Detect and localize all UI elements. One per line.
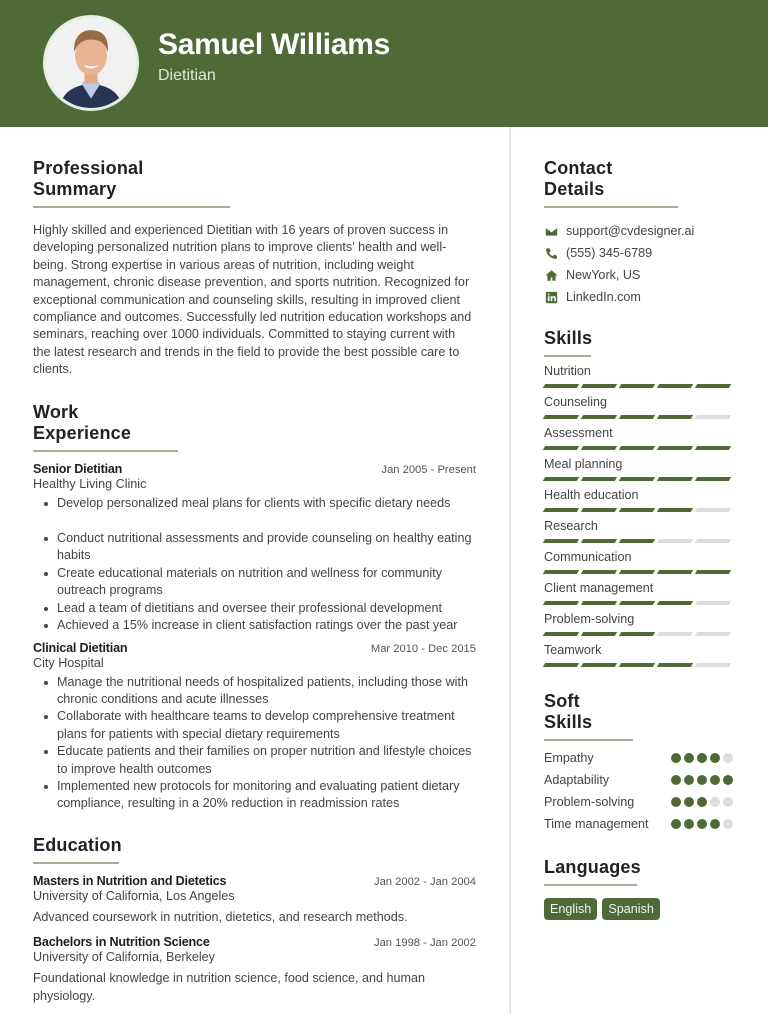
resume-header bbox=[0, 0, 768, 127]
envelope-icon bbox=[544, 224, 558, 238]
skill-rating-bar bbox=[544, 601, 734, 605]
rating-dot-icon bbox=[710, 797, 720, 807]
contact-phone-text: (555) 345-6789 bbox=[566, 246, 653, 260]
skill-rating-segment bbox=[657, 508, 693, 512]
soft-skill-label: Time management bbox=[544, 817, 649, 831]
job-entry bbox=[33, 462, 476, 635]
school-name: University of California, Los Angeles bbox=[33, 888, 235, 903]
skill-rating-segment bbox=[695, 415, 731, 419]
contact-section bbox=[544, 158, 734, 308]
soft-skills-list bbox=[544, 749, 734, 833]
soft-skill-item bbox=[544, 815, 734, 833]
rating-dot-icon bbox=[671, 797, 681, 807]
skill-rating-segment bbox=[657, 477, 693, 481]
skill-rating-segment bbox=[657, 446, 693, 450]
rating-dot-icon bbox=[723, 797, 733, 807]
skill-label: Nutrition bbox=[544, 364, 591, 378]
skill-rating-segment bbox=[619, 508, 655, 512]
skill-label: Meal planning bbox=[544, 457, 623, 471]
skill-rating-bar bbox=[544, 415, 734, 419]
home-icon bbox=[544, 268, 558, 282]
job-bullets bbox=[33, 495, 476, 635]
skill-rating-segment bbox=[619, 570, 655, 574]
job-bullets bbox=[33, 674, 476, 813]
skill-rating-segment bbox=[581, 601, 617, 605]
job-date: Mar 2010 - Dec 2015 bbox=[370, 642, 476, 655]
skill-rating-segment bbox=[657, 632, 693, 636]
skill-label: Problem-solving bbox=[544, 612, 635, 626]
rating-dot-icon bbox=[697, 775, 707, 785]
skill-rating-bar bbox=[544, 508, 734, 512]
skill-rating-segment bbox=[543, 570, 579, 574]
job-bullet: Implemented new protocols for monitoring and evaluating patient dietary compliance, resulting in a 20% reduction in readmission rates bbox=[33, 778, 476, 813]
contact-email[interactable] bbox=[544, 220, 734, 242]
contact-phone[interactable] bbox=[544, 242, 734, 264]
skill-rating-segment bbox=[581, 477, 617, 481]
section-heading: Skills bbox=[544, 328, 591, 357]
candidate-title: Dietitian bbox=[158, 67, 216, 84]
skill-rating-segment bbox=[695, 632, 731, 636]
skill-rating-segment bbox=[543, 415, 579, 419]
rating-dot-icon bbox=[697, 819, 707, 829]
job-bullet: Conduct nutritional assessments and provide counseling on healthy eating habits bbox=[33, 530, 476, 565]
skill-item bbox=[544, 580, 734, 605]
skill-rating-segment bbox=[581, 539, 617, 543]
skill-rating-segment bbox=[695, 477, 731, 481]
soft-skill-item bbox=[544, 793, 734, 811]
soft-skills-section bbox=[544, 691, 734, 833]
skill-rating-segment bbox=[619, 663, 655, 667]
job-bullet: Educate patients and their families on proper nutrition and lifestyle choices to improve health outcomes bbox=[33, 743, 476, 778]
skill-rating-bar bbox=[544, 446, 734, 450]
skill-item bbox=[544, 487, 734, 512]
skill-label: Teamwork bbox=[544, 643, 602, 657]
skill-rating-segment bbox=[695, 384, 731, 388]
contact-location-text: NewYork, US bbox=[566, 268, 641, 282]
skill-item bbox=[544, 394, 734, 419]
section-heading: Professional Summary bbox=[33, 158, 230, 208]
skill-rating-bar bbox=[544, 539, 734, 543]
person-photo-icon bbox=[46, 18, 136, 108]
rating-dot-icon bbox=[710, 753, 720, 763]
languages-section bbox=[544, 857, 734, 920]
job-bullet: Collaborate with healthcare teams to develop comprehensive treatment plans for patients with special dietary requirements bbox=[33, 708, 476, 743]
skill-rating-segment bbox=[619, 446, 655, 450]
contact-linkedin[interactable] bbox=[544, 286, 734, 308]
soft-skill-rating bbox=[671, 775, 733, 785]
section-heading: Contact Details bbox=[544, 158, 678, 208]
skill-rating-segment bbox=[619, 384, 655, 388]
skill-rating-segment bbox=[695, 446, 731, 450]
skill-rating-segment bbox=[543, 446, 579, 450]
skill-rating-segment bbox=[581, 663, 617, 667]
skill-label: Client management bbox=[544, 581, 654, 595]
skills-list bbox=[544, 363, 734, 667]
languages-list bbox=[544, 898, 734, 920]
skill-item bbox=[544, 549, 734, 574]
section-heading: Education bbox=[33, 835, 119, 864]
education-description: Advanced coursework in nutrition, dietetics, and research methods. bbox=[33, 909, 408, 924]
job-company: Healthy Living Clinic bbox=[33, 476, 147, 491]
skill-rating-segment bbox=[619, 632, 655, 636]
skill-item bbox=[544, 456, 734, 481]
skill-rating-segment bbox=[657, 384, 693, 388]
skill-rating-segment bbox=[581, 632, 617, 636]
contact-email-text: support@cvdesigner.ai bbox=[566, 224, 695, 238]
soft-skill-label: Problem-solving bbox=[544, 795, 635, 809]
skill-rating-segment bbox=[619, 601, 655, 605]
rating-dot-icon bbox=[684, 775, 694, 785]
skill-rating-segment bbox=[543, 632, 579, 636]
skill-rating-bar bbox=[544, 632, 734, 636]
job-bullet: Lead a team of dietitians and oversee their professional development bbox=[33, 600, 476, 617]
sidebar-column bbox=[544, 158, 734, 920]
skill-rating-segment bbox=[695, 663, 731, 667]
education-date: Jan 1998 - Jan 2002 bbox=[373, 937, 476, 950]
skill-rating-segment bbox=[581, 415, 617, 419]
skill-item bbox=[544, 425, 734, 450]
skill-rating-segment bbox=[657, 663, 693, 667]
job-bullet: Create educational materials on nutrition and wellness for community outreach programs bbox=[33, 565, 476, 600]
rating-dot-icon bbox=[723, 775, 733, 785]
candidate-name: Samuel Williams bbox=[158, 28, 390, 61]
education-section bbox=[33, 835, 476, 1005]
rating-dot-icon bbox=[697, 753, 707, 763]
education-entry bbox=[33, 935, 476, 1005]
skill-rating-segment bbox=[657, 601, 693, 605]
job-bullet: Develop personalized meal plans for clients with specific dietary needs bbox=[33, 495, 476, 512]
summary-text: Highly skilled and experienced Dietitian with 16 years of proven success in developing personalized nutrition plans to improve clients' health and well-being. Strong expertise in various areas of nutrition, including weight management, chronic disease prevention, and sports nutrition. Recognized for exceptional communication and counseling skills, resulting in improved client compliance and outcomes. Successfully led nutrition education workshops and seminars, reaching over 1000 individuals. Committed to staying current with the latest research and trends in the field to provide the best possible care to clients. bbox=[33, 223, 472, 377]
soft-skill-rating bbox=[671, 753, 733, 763]
contact-linkedin-text: LinkedIn.com bbox=[566, 290, 641, 304]
degree-title: Masters in Nutrition and Dietetics bbox=[33, 873, 227, 888]
rating-dot-icon bbox=[723, 819, 733, 829]
skill-rating-segment bbox=[581, 570, 617, 574]
contact-location bbox=[544, 264, 734, 286]
soft-skill-rating bbox=[671, 797, 733, 807]
skill-rating-segment bbox=[695, 539, 731, 543]
skill-rating-bar bbox=[544, 384, 734, 388]
skill-rating-segment bbox=[695, 601, 731, 605]
soft-skill-label: Empathy bbox=[544, 751, 594, 765]
rating-dot-icon bbox=[710, 819, 720, 829]
skill-label: Counseling bbox=[544, 395, 608, 409]
skill-rating-segment bbox=[543, 601, 579, 605]
language-badge: English bbox=[544, 898, 597, 920]
job-title: Clinical Dietitian bbox=[33, 640, 128, 655]
skill-rating-segment bbox=[543, 477, 579, 481]
degree-title: Bachelors in Nutrition Science bbox=[33, 935, 210, 950]
rating-dot-icon bbox=[684, 819, 694, 829]
profile-photo bbox=[43, 15, 139, 111]
work-section bbox=[33, 402, 476, 813]
skill-rating-bar bbox=[544, 570, 734, 574]
education-date: Jan 2002 - Jan 2004 bbox=[373, 875, 476, 888]
job-title: Senior Dietitian bbox=[33, 461, 123, 476]
skill-rating-segment bbox=[543, 384, 579, 388]
skill-rating-segment bbox=[581, 384, 617, 388]
skill-label: Communication bbox=[544, 550, 632, 564]
column-divider bbox=[509, 127, 511, 1014]
rating-dot-icon bbox=[671, 753, 681, 763]
rating-dot-icon bbox=[684, 797, 694, 807]
soft-skill-label: Adaptability bbox=[544, 773, 610, 787]
language-badge: Spanish bbox=[602, 898, 660, 920]
education-entry bbox=[33, 874, 476, 926]
skill-rating-segment bbox=[543, 663, 579, 667]
skill-item bbox=[544, 611, 734, 636]
skill-item bbox=[544, 642, 734, 667]
rating-dot-icon bbox=[723, 753, 733, 763]
rating-dot-icon bbox=[671, 819, 681, 829]
rating-dot-icon bbox=[697, 797, 707, 807]
skill-rating-bar bbox=[544, 663, 734, 667]
soft-skill-rating bbox=[671, 819, 733, 829]
skill-label: Research bbox=[544, 519, 598, 533]
phone-icon bbox=[544, 246, 558, 260]
skill-rating-bar bbox=[544, 477, 734, 481]
skill-label: Assessment bbox=[544, 426, 613, 440]
soft-skill-item bbox=[544, 771, 734, 789]
skill-rating-segment bbox=[619, 415, 655, 419]
skill-rating-segment bbox=[657, 539, 693, 543]
job-company: City Hospital bbox=[33, 655, 104, 670]
skill-item bbox=[544, 363, 734, 388]
school-name: University of California, Berkeley bbox=[33, 950, 215, 965]
skills-section bbox=[544, 328, 734, 667]
skill-rating-segment bbox=[695, 570, 731, 574]
skill-rating-segment bbox=[619, 477, 655, 481]
section-heading: Languages bbox=[544, 857, 637, 886]
skill-rating-segment bbox=[657, 415, 693, 419]
job-date: Jan 2005 - Present bbox=[381, 463, 476, 476]
skill-label: Health education bbox=[544, 488, 639, 502]
skill-rating-segment bbox=[543, 508, 579, 512]
summary-section bbox=[33, 158, 476, 379]
skill-rating-segment bbox=[543, 539, 579, 543]
rating-dot-icon bbox=[684, 753, 694, 763]
education-description: Foundational knowledge in nutrition science, food science, and human physiology. bbox=[33, 971, 426, 1003]
skill-rating-segment bbox=[657, 570, 693, 574]
skill-rating-segment bbox=[619, 539, 655, 543]
skill-item bbox=[544, 518, 734, 543]
skill-rating-segment bbox=[581, 446, 617, 450]
section-heading: Soft Skills bbox=[544, 691, 633, 741]
job-entry bbox=[33, 641, 476, 813]
job-bullet: Achieved a 15% increase in client satisfaction ratings over the past year bbox=[33, 617, 476, 634]
rating-dot-icon bbox=[710, 775, 720, 785]
skill-rating-segment bbox=[695, 508, 731, 512]
section-heading: Work Experience bbox=[33, 402, 178, 452]
soft-skill-item bbox=[544, 749, 734, 767]
job-bullet: Manage the nutritional needs of hospitalized patients, including those with chronic conditions and acute illnesses bbox=[33, 674, 476, 709]
skill-rating-segment bbox=[581, 508, 617, 512]
linkedin-icon bbox=[544, 290, 558, 304]
main-column bbox=[33, 158, 476, 1005]
rating-dot-icon bbox=[671, 775, 681, 785]
